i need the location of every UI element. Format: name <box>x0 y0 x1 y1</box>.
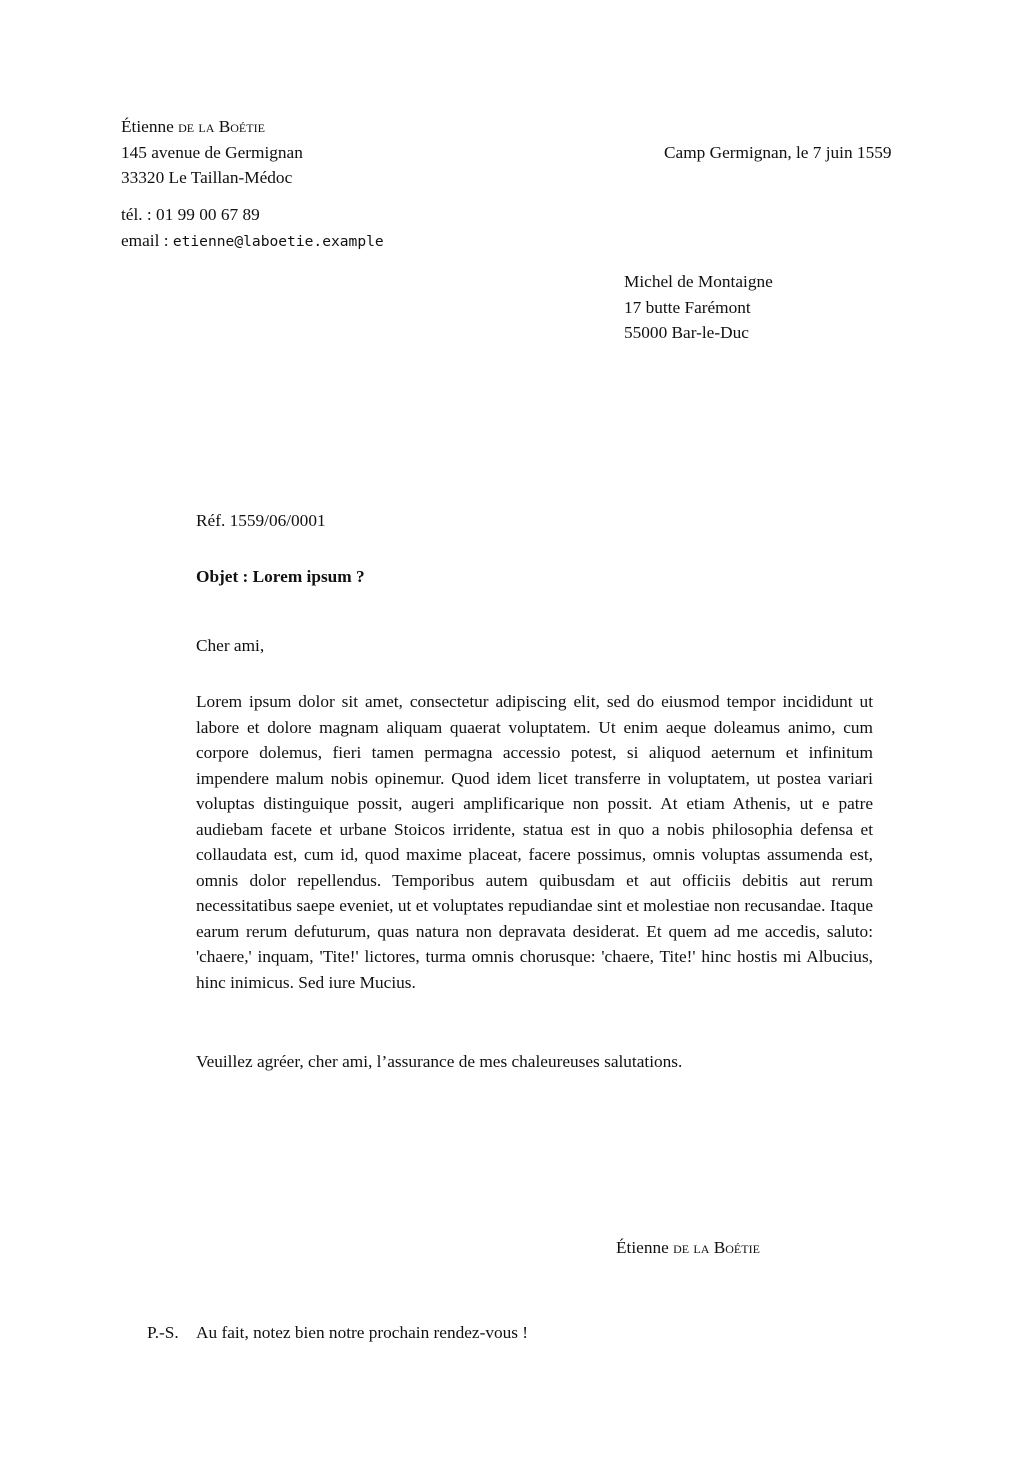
sender-last-name: de la Boétie <box>178 117 265 136</box>
salutation: Cher ami, <box>196 636 265 655</box>
sender-first-name: Étienne <box>121 117 174 136</box>
letter-body: Lorem ipsum dolor sit amet, consectetur adipiscing elit, sed do eiusmod tempor incididunt ut labore et dolore magnam aliquam quaerat voluptatem. Ut enim aeque doleamus animo, cum corpore dolemus, fieri tamen permagna accessio potest, si aliquod aeternum et infinitum impendere malum nobis opinemur. Quod idem licet transferre in voluptatem, ut postea variari voluptas distinguique possit, augeri amplificarique non possit. At etiam Athenis, ut e patre audiebam facete et urbane Stoicos irridente, statua est in quo a nobis philosophia defensa et collaudata est, cum id, quod maxime placeat, facere possimus, omnis voluptas assumenda est, omnis dolor repellendus. Temporibus autem quibusdam et aut officiis debitis aut rerum necessitatibus saepe eveniet, ut et voluptates repudiandae sint et molestiae non recusandae. Itaque earum rerum defuturum, quas natura non depravata desiderat. Et quem ad me accedis, saluto: 'chaere,' inquam, 'Tite!' lictores, turma omnis chorusque: 'chaere, Tite!' hinc hostis mi Albucius, hinc inimicus. Sed iure Mucius. <box>196 692 873 992</box>
recipient-street: 17 butte Farémont <box>624 297 751 317</box>
subject-line: Objet : Lorem ipsum ? <box>196 567 365 586</box>
recipient-name: Michel de Montaigne <box>624 272 773 291</box>
sender-phone: 01 99 00 67 89 <box>156 205 260 224</box>
recipient-city: 55000 Bar-le-Duc <box>624 323 749 342</box>
recipient-address <box>624 269 773 346</box>
place-date: Camp Germignan, le 7 juin 1559 <box>664 143 892 162</box>
sender-city: 33320 Le Taillan-Médoc <box>121 168 293 187</box>
closing-formula: Veuillez agréer, cher ami, l’assurance de mes chaleureuses salutations. <box>196 1052 683 1071</box>
sender-name <box>121 114 303 140</box>
reference-line: Réf. 1559/06/0001 <box>196 511 326 530</box>
sender-contact <box>121 202 384 254</box>
phone-label: tél. : <box>121 205 157 224</box>
sender-address <box>121 114 303 191</box>
email-label: email : <box>121 230 173 250</box>
signature-first-name: Étienne <box>616 1238 669 1257</box>
sender-email: etienne@laboetie.example <box>172 232 384 250</box>
postscript-text: Au fait, notez bien notre prochain rendez-vous ! <box>196 1323 529 1342</box>
sender-phone-line <box>121 202 384 228</box>
signature <box>616 1235 760 1261</box>
sender-email-line <box>121 228 384 255</box>
signature-last-name: de la Boétie <box>673 1238 760 1257</box>
sender-street: 145 avenue de Germignan <box>121 142 303 162</box>
postscript-label: P.-S. <box>147 1323 179 1342</box>
